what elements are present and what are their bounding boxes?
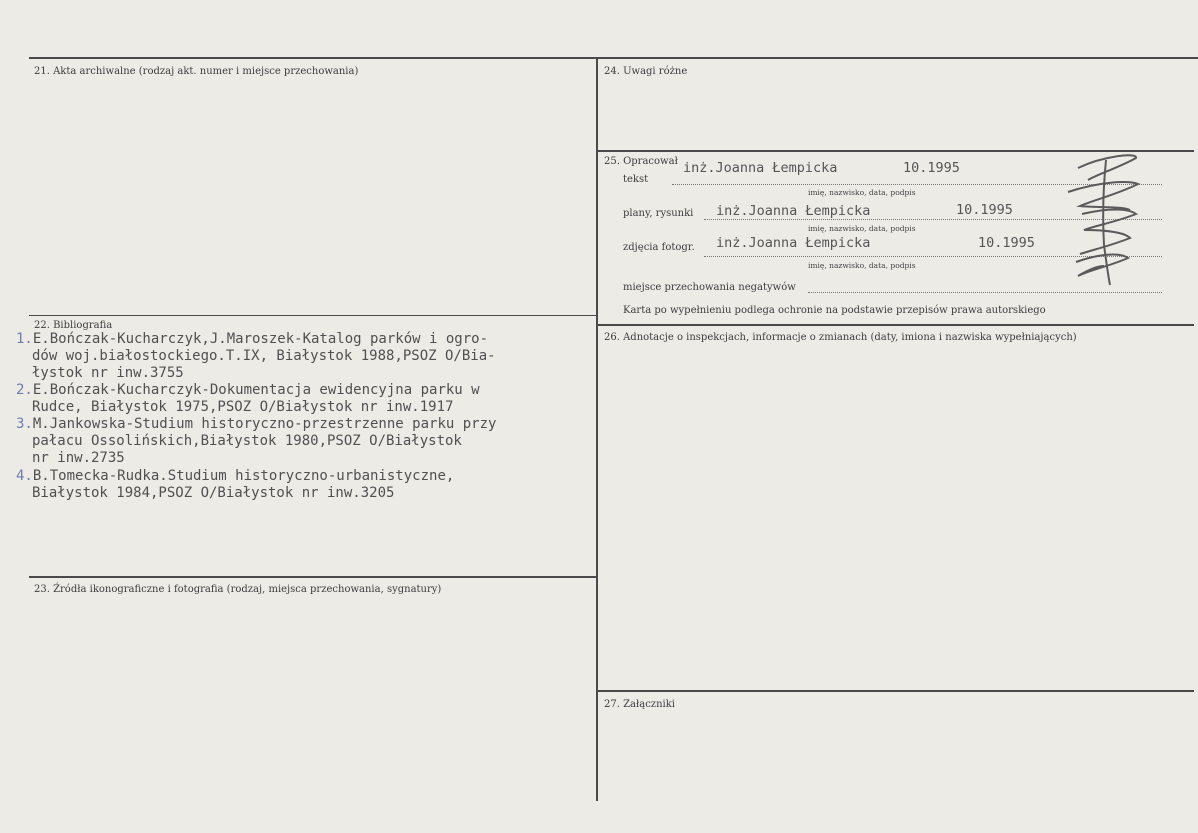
plany-date-value: 10.1995 — [956, 202, 1013, 218]
section-27-label: 27. Załączniki — [604, 699, 675, 710]
tekst-date-value: 10.1995 — [903, 160, 960, 176]
section-22-label: 22. Bibliografia — [34, 320, 113, 331]
left-divider-22-23 — [29, 576, 596, 578]
bib-line: E.Bończak-Kucharczyk-Dokumentacja ewidencyjna parku w — [32, 382, 480, 398]
section-25-label: 25. Opracował — [604, 156, 678, 167]
tekst-label: tekst — [623, 174, 649, 185]
negatywy-label: miejsce przechowania negatywów — [623, 282, 796, 293]
bib-number: 2. — [16, 382, 33, 398]
bib-line: Białystok 1984,PSOZ O/Białystok nr inw.3205 — [32, 485, 395, 501]
bib-line: pałacu Ossolińskich,Białystok 1980,PSOZ O/Białystok — [32, 433, 462, 449]
right-divider-25-26 — [598, 324, 1194, 326]
bibliography-item — [16, 331, 496, 382]
bib-line: dów woj.białostockiego.T.IX, Białystok 1988,PSOZ O/Bia- — [32, 348, 496, 364]
section-21-label: 21. Akta archiwalne (rodzaj akt. numer i miejsce przechowania) — [34, 66, 359, 77]
zdjecia-caption: imię, nazwisko, data, podpis — [808, 261, 916, 270]
section-24-label: 24. Uwagi różne — [604, 66, 688, 77]
bib-number: 1. — [16, 331, 33, 347]
section-26-label: 26. Adnotacje o inspekcjach, informacje o zmianach (daty, imiona i nazwiska wypełniających) — [604, 332, 1077, 343]
bib-line: B.Tomecka-Rudka.Studium historyczno-urbanistyczne, — [32, 468, 455, 484]
left-divider-21-22 — [29, 315, 596, 316]
plany-author-value: inż.Joanna Łempicka — [716, 203, 871, 219]
bib-number: 3. — [16, 416, 33, 432]
negatywy-dotted-line — [808, 292, 1162, 293]
zdjecia-date-value: 10.1995 — [978, 235, 1035, 251]
section-23-label: 23. Źródła ikonograficzne i fotografia (rodzaj, miejsca przechowania, sygnatury) — [34, 584, 442, 595]
tekst-caption: imię, nazwisko, data, podpis — [808, 188, 916, 197]
signature-scribble — [1058, 150, 1168, 290]
bib-line: Rudce, Białystok 1975,PSOZ O/Białystok nr inw.1917 — [32, 399, 454, 415]
bib-line: E.Bończak-Kucharczyk,J.Maroszek-Katalog parków i ogro- — [32, 331, 489, 347]
tekst-author-value: inż.Joanna Łempicka — [683, 160, 838, 176]
zdjecia-label: zdjęcia fotogr. — [623, 242, 695, 253]
bib-number: 4. — [16, 468, 33, 484]
zdjecia-author-value: inż.Joanna Łempicka — [716, 235, 871, 251]
karta-note: Karta po wypełnieniu podlega ochronie na podstawie przepisów prawa autorskiego — [623, 305, 1046, 316]
bibliography-item — [16, 382, 480, 416]
right-divider-26-27 — [598, 690, 1194, 692]
top-border-line — [29, 57, 1198, 59]
plany-caption: imię, nazwisko, data, podpis — [808, 224, 916, 233]
plany-label: plany, rysunki — [623, 208, 694, 219]
bib-line: łystok nr inw.3755 — [32, 365, 184, 381]
bibliography-item — [16, 468, 454, 502]
bibliography-item — [16, 416, 496, 467]
bib-line: nr inw.2735 — [32, 450, 125, 466]
bib-line: M.Jankowska-Studium historyczno-przestrzenne parku przy — [32, 416, 497, 432]
